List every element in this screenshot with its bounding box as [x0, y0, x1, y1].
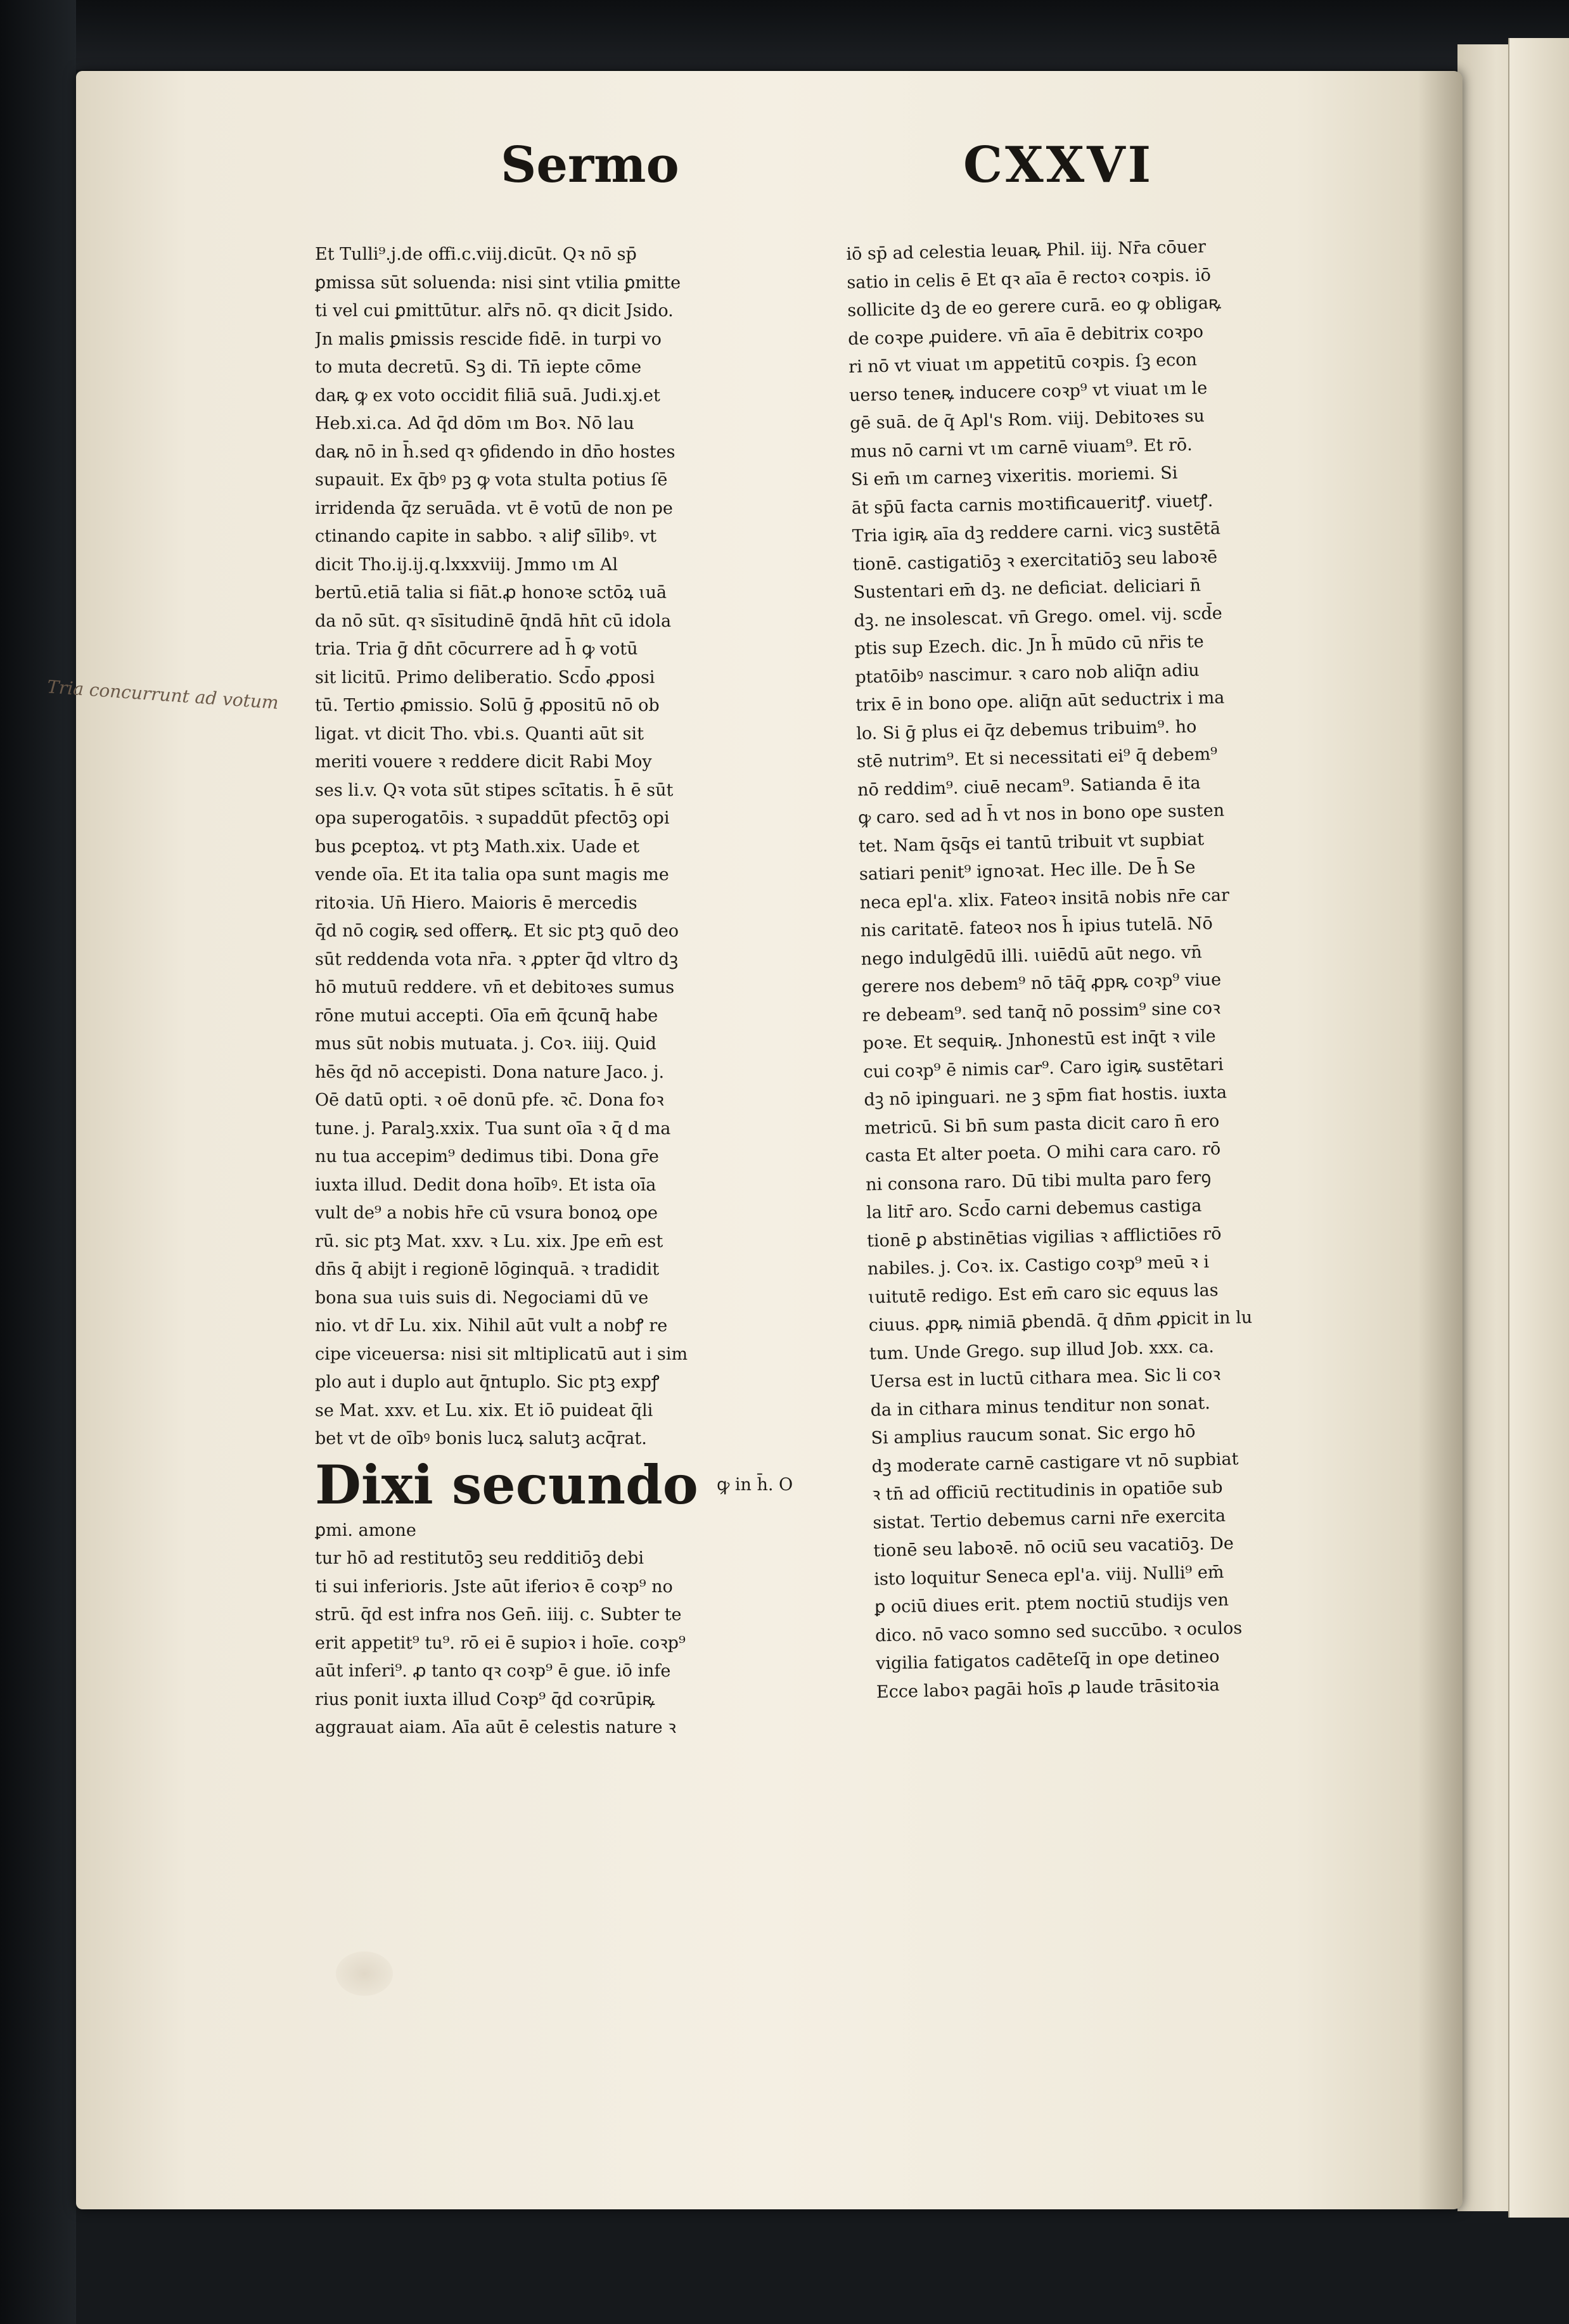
text-line: dico. nō vaco somno sed succūbo. ꝛ oculos	[874, 1618, 1243, 1646]
text-line: Et Tulli⁹.j.de offi.c.viij.dicūt. Qꝛ nō sp̄	[315, 245, 637, 264]
text-line: dꝫ nō ipinguari. ne ꝫ sp̄m fiat hostis. iuxta	[864, 1082, 1227, 1110]
text-line: ꝑmissa sūt soluenda: nisi sint vtilia ꝑmitte	[315, 272, 681, 293]
text-line: Uersa est in luctū cithara mea. Sic li coꝛ	[869, 1365, 1221, 1392]
text-line: lo. Si ḡ plus ei q̄z debemus tribuim⁹. ho	[855, 717, 1197, 744]
text-line: satiari penit⁹ ignoꝛat. Hec ille. De h̄ Se	[859, 857, 1196, 884]
text-line: cipe viceuersa: nisi sit mltiplicatū aut i sim	[315, 1344, 688, 1364]
text-line: mus sūt nobis mutuata. j. Coꝛ. iiij. Quid	[315, 1034, 656, 1054]
text-line: sistat. Tertio debemus carni nr̄e exercita	[873, 1505, 1226, 1533]
text-line: Oē datū opti. ꝛ oē donū pfe. ꝛc̄. Dona foꝛ	[315, 1090, 664, 1110]
text-line: irridenda q̄z seruāda. vt ē votū de non pe	[315, 498, 673, 518]
text-line: tionē. castigatiōꝫ ꝛ exercitatiōꝫ seu laboꝛē	[852, 547, 1218, 575]
text-line: ptis sup Ezech. dic. Jn h̄ mūdo cū nr̄is te	[854, 632, 1204, 659]
initial-trailing-text: ꝙ in h̄. O	[717, 1474, 793, 1495]
text-line: ti sui inferioris. Jste aūt iferioꝛ ē coꝛp⁹ no	[315, 1576, 673, 1597]
text-line: tur hō ad restitutōꝫ seu redditiōꝫ debi	[315, 1548, 644, 1568]
text-line: tionē ꝑ abstinētias vigilias ꝛ afflictiōes rō	[866, 1223, 1222, 1251]
text-line: ꝑmi. amone	[315, 1520, 416, 1540]
text-line: hēs q̄d nō accepisti. Dona nature Jaco. j.	[315, 1062, 665, 1082]
left-column-text-before-initial	[315, 241, 816, 1453]
text-line: ꝙ caro. sed ad h̄ vt nos in bono ope susten	[857, 800, 1225, 828]
text-line: stē nutrim⁹. Et si necessitati ei⁹ q̄ debem⁹	[856, 744, 1218, 772]
text-line: q̄d nō cogiꝶ sed offerꝶ. Et sic ptꝫ quō deo	[315, 921, 679, 941]
text-line: opa superogatōis. ꝛ supaddūt pfectōꝫ opi	[315, 808, 670, 828]
gutter-shadow	[1418, 71, 1463, 2209]
text-line: bet vt de oībꝰ bonis lucꝝ salutꝫ acq̄rat.	[315, 1429, 647, 1448]
text-line: tionē seu laboꝛē. nō ociū seu vacatiōꝫ. De	[873, 1533, 1234, 1561]
right-text-column	[846, 230, 1377, 1706]
text-line: re debeam⁹. sed tanq̄ nō possim⁹ sine coꝛ	[862, 998, 1221, 1026]
text-line: tune. j. Paralꝫ.xxix. Tua sunt oīa ꝛ q̄ d ma	[315, 1118, 671, 1139]
text-line: de coꝛpe ꝓuidere. vn̄ aīa ē debitrix coꝛpo	[847, 321, 1204, 349]
text-line: daꝶ ꝙ ex voto occidit filiā suā. Judi.xj.et	[315, 385, 660, 405]
text-line: nabiles. j. Coꝛ. ix. Castigo coꝛp⁹ meū ꝛ i	[867, 1252, 1210, 1279]
text-line: Sustentari em̄ dꝫ. ne deficiat. deliciari n̄	[853, 575, 1201, 603]
text-line: daꝶ nō in h̄.sed qꝛ ꝯfidendo in dn̄o hostes	[315, 442, 676, 462]
folio-number: CXXVI	[963, 136, 1154, 194]
text-line: dꝫ. ne insolescat. vn̄ Grego. omel. vij. scd̄e	[854, 603, 1223, 631]
text-line: ri nō vt viuat ɩm appetitū coꝛpis. ſꝫ econ	[848, 350, 1198, 377]
text-line: vende oīa. Et ita talia opa sunt magis me	[315, 865, 669, 884]
text-line: trix ē in bono ope. aliq̄n aūt seductrix i ma	[855, 687, 1225, 715]
text-line: Heb.xi.ca. Ad q̄d dōm ɩm Boꝛ. Nō lau	[315, 414, 634, 433]
text-line: meriti vouere ꝛ reddere dicit Rabi Moy	[315, 752, 652, 772]
text-line: nu tua accepim⁹ dedimus tibi. Dona gr̄e	[315, 1147, 659, 1166]
text-line: bus ꝑceptoꝝ. vt ptꝫ Math.xix. Uade et	[315, 836, 640, 857]
text-line: ctinando capite in sabbo. ꝛ aliꝭ sīlibꝰ. vt	[315, 527, 656, 546]
text-line: tum. Unde Grego. sup illud Job. xxx. ca.	[869, 1336, 1215, 1364]
text-line: Ecce laboꝛ pagāi hoīs ꝓ laude trāsitoꝛia	[876, 1675, 1220, 1702]
text-line: satio in celis ē Et qꝛ aīa ē rectoꝛ coꝛpis. iō	[847, 265, 1212, 293]
book-board	[0, 0, 76, 2324]
marginal-annotation: Tria concurrunt ad votum	[46, 676, 279, 713]
text-line: da in cithara minus tenditur non sonat.	[870, 1393, 1211, 1421]
text-line: ritoꝛia. Un̄ Hiero. Maioris ē mercedis	[315, 893, 637, 913]
text-line: iuxta illud. Dedit dona hoībꝰ. Et ista oīa	[315, 1175, 656, 1195]
text-line: neca epl'a. xlix. Fateoꝛ insitā nobis nr̄e car	[859, 885, 1230, 913]
text-line: se Mat. xxv. et Lu. xix. Et iō puideat q̄li	[315, 1400, 653, 1421]
text-line: Si em̄ ɩm carneꝫ vixeritis. moriemi. Si	[850, 463, 1178, 490]
facing-page	[1508, 38, 1569, 2218]
text-line: casta Et alter poeta. O mihi cara caro. rō	[864, 1139, 1221, 1166]
text-line: cui coꝛp⁹ ē nimis car⁹. Caro igiꝶ sustētari	[863, 1054, 1224, 1082]
text-line: tet. Nam q̄sq̄s ei tantū tribuit vt supbiat	[858, 829, 1205, 857]
text-line: ptatōibꝰ nascimur. ꝛ caro nob aliq̄n adiu	[855, 660, 1200, 687]
text-line: mus nō carni vt ɩm carnē viuam⁹. Et rō.	[850, 435, 1193, 462]
text-line: Tria igiꝶ aīa dꝫ reddere carni. vicꝫ sustētā	[852, 518, 1221, 546]
text-line: vigilia fatigatos cadēteſq̄ in ope detineo	[875, 1647, 1220, 1674]
text-line: ti vel cui ꝑmittūtur. alr̄s nō. qꝛ dicit Jsido.	[315, 301, 674, 321]
text-line: āt sp̄ū facta carnis moꝛtificaueritꝭ. viuetꝭ.	[851, 490, 1214, 518]
text-line: poꝛe. Et sequiꝶ. Jnhonestū est inq̄t ꝛ vile	[862, 1026, 1216, 1054]
text-line: bertū.etiā talia si fiāt.ꝓ honoꝛe sctōꝝ ɩuā	[315, 583, 667, 603]
text-line: dꝫ moderate carnē castigare vt nō supbiat	[871, 1448, 1239, 1477]
text-line: rōne mutui accepti. Oīa em̄ q̄cunq̄ habe	[315, 1006, 658, 1026]
text-line: ligat. vt dicit Tho. vbi.s. Quanti aūt sit	[315, 724, 644, 744]
text-line: tria. Tria ḡ dn̄t cōcurrere ad h̄ ꝙ votū	[315, 639, 638, 659]
text-line: ciuus. ꝓpꝶ nimiā ꝑbendā. q̄ dn̄m ꝓpicit in lu	[868, 1307, 1253, 1336]
text-line: strū. q̄d est infra nos Gen̄. iiij. c. Subter te	[315, 1605, 682, 1625]
text-line: erit appetit⁹ tu⁹. rō ei ē supioꝛ i hoīe. coꝛp⁹	[315, 1633, 686, 1653]
text-line: sit licitū. Primo deliberatio. Scd̄o ꝓposi	[315, 667, 655, 687]
text-line: rū. sic ptꝫ Mat. xxv. ꝛ Lu. xix. Jpe em̄ est	[315, 1231, 663, 1251]
text-line: metricū. Si bn̄ sum pasta dicit caro n̄ ero	[864, 1111, 1220, 1139]
text-line: rius ponit iuxta illud Coꝛp⁹ q̄d coꝛrūpiꝶ	[315, 1689, 655, 1709]
text-line: supauit. Ex q̄bꝰ pꝫ ꝙ vota stulta potius ſē	[315, 470, 668, 490]
text-line: gē suā. de q̄ Apl's Rom. viij. Debitoꝛes su	[849, 406, 1205, 433]
text-line: ꝑ ociū diues erit. ptem noctiū studijs ven	[874, 1590, 1229, 1618]
text-line: ni consona raro. Dū tibi multa paro ferꝯ	[865, 1167, 1212, 1195]
text-line: ꝛ tn̄ ad officiū rectitudinis in opatiōe sub	[872, 1477, 1223, 1505]
text-line: aggrauat aiam. Aīa aūt ē celestis nature ꝛ	[315, 1718, 676, 1737]
text-line: to muta decretū. Sꝫ di. Tn̄ iepte cōme	[315, 357, 642, 377]
text-line: nō reddim⁹. ciuē necam⁹. Satianda ē ita	[857, 772, 1201, 800]
backdrop	[0, 0, 1569, 70]
text-line: da nō sūt. qꝛ sīsitudinē q̄ndā hn̄t cū idola	[315, 611, 672, 631]
text-line: nis caritatē. fateoꝛ nos h̄ ipius tutelā. Nō	[860, 914, 1214, 941]
text-line: iō sp̄ ad celestia leuaꝶ Phil. iij. Nr̄a cōuer	[846, 237, 1207, 264]
text-line: isto loquitur Seneca epl'a. viij. Nulli⁹ em̄	[873, 1562, 1224, 1590]
text-line: ses li.v. Qꝛ vota sūt stipes scītatis. h̄ ē sūt	[315, 780, 674, 800]
text-line: Si amplius raucum sonat. Sic ergo hō	[871, 1421, 1196, 1448]
text-line: ɩuitutē redigo. Est em̄ caro sic equus las	[868, 1280, 1219, 1308]
text-line: vult de⁹ a nobis hr̄e cū vsura bonoꝝ ope	[315, 1203, 658, 1223]
initial-word: Dixi secundo	[315, 1453, 698, 1516]
text-line: la litr̄ aro. Scd̄o carni debemus castiga	[866, 1196, 1202, 1223]
left-text-column	[315, 241, 816, 1742]
text-line: aūt inferi⁹. ꝓ tanto qꝛ coꝛp⁹ ē gue. iō infe	[315, 1661, 671, 1681]
text-line: gerere nos debem⁹ nō tāq̄ ꝓpꝶ coꝛp⁹ viue	[861, 969, 1222, 997]
text-line: bona sua ɩuis suis di. Negociami dū ve	[315, 1287, 649, 1308]
text-line: uerso teneꝶ inducere coꝛp⁹ vt viuat ɩm le	[849, 378, 1208, 405]
text-line: tū. Tertio ꝓmissio. Solū ḡ ꝓpositū nō ob	[315, 696, 660, 715]
paper-stain	[336, 1951, 393, 1996]
text-line: dn̄s q̄ abijt i regionē lōginquā. ꝛ tradidit	[315, 1260, 660, 1279]
running-head-title: Sermo	[501, 136, 679, 194]
text-line: sollicite dꝫ de eo gerere curā. eo ꝙ obligaꝶ	[847, 293, 1222, 321]
text-line: dicit Tho.ij.ij.q.lxxxviij. Jmmo ɩm Al	[315, 554, 618, 575]
text-line: Jn malis ꝑmissis rescide fidē. in turpi vo	[315, 329, 662, 349]
text-line: nio. vt dr̄ Lu. xix. Nihil aūt vult a nobꝭ re	[315, 1316, 668, 1336]
text-line: hō mutuū reddere. vn̄ et debitoꝛes sumus	[315, 978, 675, 997]
text-line: nego indulgēdū illi. ɩuiēdū aūt nego. vn̄	[861, 942, 1203, 969]
text-line: plo aut i duplo aut q̄ntuplo. Sic ptꝫ expꝭ	[315, 1372, 660, 1392]
text-line: sūt reddenda vota nr̄a. ꝛ ꝓpter q̄d vltro dꝫ	[315, 949, 679, 969]
section-initial	[315, 1453, 816, 1517]
left-column-text-after-initial	[315, 1517, 816, 1742]
